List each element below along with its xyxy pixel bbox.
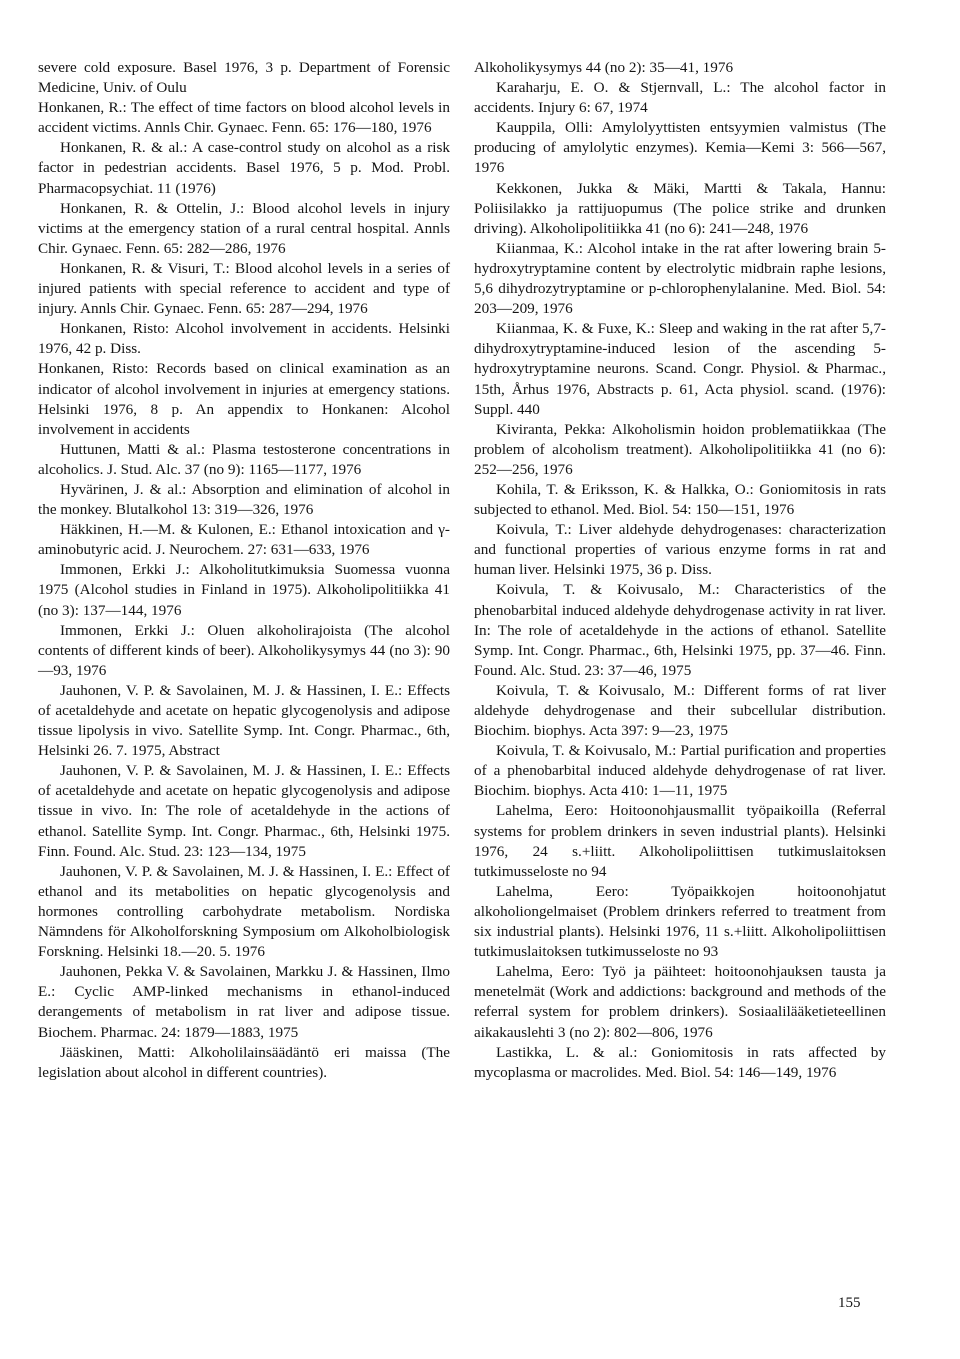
reference-entry: severe cold exposure. Basel 1976, 3 p. Department of Forensic Medicine, Univ. of Oulu <box>38 59 450 97</box>
reference-entry: Immonen, Erkki J.: Alkoholitutkimuksia Suomessa vuonna 1975 (Alcohol studies in Finland in 1975). Alkoholipolitiikka 41 (no 3): 137—144, 1976 <box>38 561 450 619</box>
reference-entry: Honkanen, Risto: Alcohol involvement in accidents. Helsinki 1976, 42 p. Diss. <box>38 320 450 358</box>
reference-entry: Honkanen, R.: The effect of time factors on blood alcohol levels in accident victims. Annls Chir. Gynaec. Fenn. 65: 176—180, 1976 <box>38 99 450 137</box>
reference-entry: Honkanen, R. & Ottelin, J.: Blood alcohol levels in injury victims at the emergency station of a rural central hospital. Annls Chir. Gynaec. Fenn. 65: 282—286, 1976 <box>38 199 450 257</box>
reference-entry: Kohila, T. & Eriksson, K. & Halkka, O.: Goniomitosis in rats subjected to ethanol. Med. Biol. 54: 150—151, 1976 <box>474 480 886 519</box>
reference-entry: Honkanen, Risto: Records based on clinical examination as an indicator of alcohol involvement in injuries at emergency stations. Helsinki 1976, 8 p. An appendix to Honkanen: Alcohol involvement in accidents <box>38 360 450 438</box>
reference-entry: Kekkonen, Jukka & Mäki, Martti & Takala, Hannu: Poliisilakko ja rattijuopumus (The police strike and drunken driving). Alkoholipolitiikka 41 (no 6): 241—248, 1976 <box>474 179 886 237</box>
reference-entry: Jauhonen, V. P. & Savolainen, M. J. & Hassinen, I. E.: Effect of ethanol and its metabolities on hepatic glycogenolysis and hormones controlling carbohydrate metabolism. Nordiska Nämndens för Alkoholforskning Symposium om Alkoholbiologisk Forskning. Helsinki 18.—20. 5. 1976 <box>38 862 450 961</box>
reference-entry: Kiianmaa, K. & Fuxe, K.: Sleep and waking in the rat after 5,7-dihydroxytryptamine-induced lesion of the ascending 5-hydroxytryptamine neurons. Scand. Congr. Physiol. & Pharmac., 15th, Århus 1976, Abstracts p. 61, Acta physiol. scand. (1976): Suppl. 440 <box>474 320 886 418</box>
reference-entry: Lastikka, L. & al.: Goniomitosis in rats affected by mycoplasma or macrolides. Med. Biol. 54: 146—149, 1976 <box>474 1043 886 1081</box>
reference-entry: Lahelma, Eero: Työ ja päihteet: hoitoonohjauksen tausta ja menetelmät (Work and addictions: background and methods of the referral system for problem drinkers). Sosiaalilääketieteellinen aikakauslehti 3 (no 2): 802—806, 1976 <box>474 963 886 1041</box>
reference-entry: Kauppila, Olli: Amylolyyttisten entsyymien valmistus (The producing of amylolytic enzymes). Kemia—Kemi 3: 566—567, 1976 <box>474 119 886 177</box>
reference-entry: Huttunen, Matti & al.: Plasma testosterone concentrations in alcoholics. J. Stud. Alc. 37 (no 9): 1165—1177, 1976 <box>38 440 450 478</box>
reference-entry: Karaharju, E. O. & Stjernvall, L.: The alcohol factor in accidents. Injury 6: 67, 1974 <box>474 79 886 117</box>
reference-entry: Koivula, T. & Koivusalo, M.: Different forms of rat liver aldehyde dehydrogenase and their subcellular distribution. Biochim. biophys. Acta 397: 9—23, 1975 <box>474 681 886 740</box>
reference-entry: Häkkinen, H.—M. & Kulonen, E.: Ethanol intoxication and γ-aminobutyric acid. J. Neurochem. 27: 631—633, 1976 <box>38 521 450 559</box>
reference-entry: Lahelma, Eero: Työpaikkojen hoitoonohjatut alkoholiongelmaiset (Problem drinkers referred to treatment from six industrial plants). Helsinki 1976, 11 s.+liitt. Alkoholipoliittisen tutkimuslaitoksen tutkimusseloste no 93 <box>474 882 886 961</box>
reference-entry: Koivula, T. & Koivusalo, M.: Partial purification and properties of a phenobarbital induced aldehyde dehydrogenase of rat liver. Biochim. biophys. Acta 410: 1—11, 1975 <box>474 742 886 800</box>
reference-entry: Koivula, T.: Liver aldehyde dehydrogenases: characterization and functional properties of various enzyme forms in rat and human liver. Helsinki 1975, 36 p. Diss. <box>474 521 886 579</box>
reference-entry: Koivula, T. & Koivusalo, M.: Characteristics of the phenobarbital induced aldehyde dehydrogenase activity in rat liver. In: The role of acetaldehyde in the actions of ethanol. Satellite Symp. Int. Congr. Pharmac., 6th, Helsinki 1975, pp. 37—46. Finn. Found. Alc. Stud. 23: 37—46, 1975 <box>474 581 886 679</box>
reference-entry: Jauhonen, Pekka V. & Savolainen, Markku J. & Hassinen, Ilmo E.: Cyclic AMP-linked mechanisms in ethanol-induced derangements of metabolism in rat liver and adipose tissue. Biochem. Pharmac. 24: 1879—1883, 1975 <box>38 963 450 1041</box>
left-column <box>38 58 450 1083</box>
reference-entry: Alkoholikysymys 44 (no 2): 35—41, 1976 <box>474 59 734 76</box>
reference-entry: Jääskinen, Matti: Alkoholilainsäädäntö eri maissa (The legislation about alcohol in different countries). <box>38 1043 450 1081</box>
right-column <box>474 58 886 1083</box>
reference-entry: Honkanen, R. & Visuri, T.: Blood alcohol levels in a series of injured patients with special reference to accident and type of injury. Annls Chir. Gynaec. Fenn. 65: 287—294, 1976 <box>38 259 450 318</box>
reference-entry: Kiianmaa, K.: Alcohol intake in the rat after lowering brain 5-hydroxytryptamine content by electrolytic midbrain raphe lesions, 5,6 dihydrozytryptamine or p-chlorophenylalanine. Med. Biol. 54: 203—209, 1976 <box>474 239 886 318</box>
reference-entry: Hyvärinen, J. & al.: Absorption and elimination of alcohol in the monkey. Blutalkohol 13: 319—326, 1976 <box>38 480 450 519</box>
reference-entry: Lahelma, Eero: Hoitoonohjausmallit työpaikoilla (Referral systems for problem drinkers in seven industrial plants). Helsinki 1976, 24 s.+liitt. Alkoholipoliittisen tutkimuslaitoksen tutkimusseloste no 94 <box>474 802 886 880</box>
page-number: 155 <box>838 1295 861 1311</box>
reference-entry: Jauhonen, V. P. & Savolainen, M. J. & Hassinen, I. E.: Effects of acetaldehyde and acetate on hepatic glycogenolysis and adipose tissue in vivo. In: The role of acetaldehyde in the actions of ethanol. Satellite Symp. Int. Congr. Pharmac., 6th, Helsinki 1975. Finn. Found. Alc. Stud. 23: 123—134, 1975 <box>38 762 450 860</box>
reference-entry: Immonen, Erkki J.: Oluen alkoholirajoista (The alcohol contents of different kinds of beer). Alkoholikysymys 44 (no 3): 90—93, 1976 <box>38 621 450 679</box>
reference-entry: Honkanen, R. & al.: A case-control study on alcohol as a risk factor in pedestrian accidents. Basel 1976, 5 p. Mod. Probl. Pharmacopsychiat. 11 (1976) <box>38 139 450 197</box>
reference-entry: Kiviranta, Pekka: Alkoholismin hoidon problematiikkaa (The problem of alcoholism treatment). Alkoholipolitiikka 41 (no 6): 252—256, 1976 <box>474 420 886 478</box>
reference-entry: Jauhonen, V. P. & Savolainen, M. J. & Hassinen, I. E.: Effects of acetaldehyde and acetate on hepatic glycogenolysis and adipose tissue lipolysis in vivo. Satellite Symp. Int. Congr. Pharmac., 6th, Helsinki 26. 7. 1975, Abstract <box>38 681 450 760</box>
